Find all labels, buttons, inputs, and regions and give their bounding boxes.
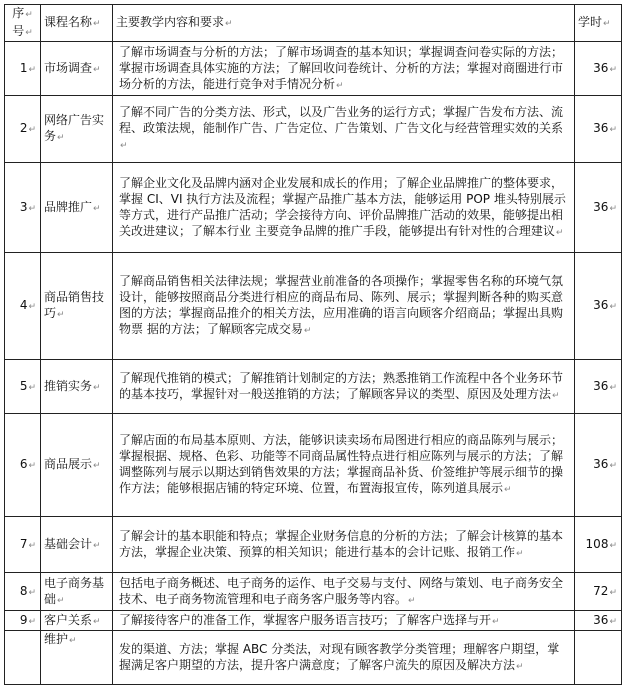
- row-course-name: [41, 360, 113, 414]
- paragraph-mark-icon: ↵: [57, 133, 65, 143]
- table-row: [5, 96, 622, 163]
- row-hours-text: 36: [593, 199, 609, 214]
- paragraph-mark-icon: ↵: [93, 203, 101, 214]
- row-content-text: 了解商品销售相关法律法规；掌握营业前准备的各项操作；掌握零售名称的环境气氛设计，能够按照商品分类进行相应的商品布局、陈列、展示；掌握判断各种的购买意图的方法；掌握商品推介的相关方法，应用准确的语言向顾客介绍商品；掌握出具购物票 据的方法；了解顾客完成交易: [119, 274, 564, 336]
- row-num-text: 9: [19, 612, 28, 627]
- header-course-name: [41, 5, 113, 42]
- paragraph-mark-icon: ↵: [555, 227, 564, 238]
- row-content-text: 了解现代推销的模式；了解推销计划制定的方法；熟悉推销工作流程中各个业务环节的基本技巧，掌握针对一般送推销的方法；了解顾客异议的类型、原因及处理方法: [119, 370, 564, 401]
- paragraph-mark-icon: ↵: [28, 302, 36, 312]
- header-hours: [575, 5, 622, 42]
- row-content: [113, 96, 575, 163]
- paragraph-mark-icon: ↵: [492, 616, 500, 627]
- paragraph-mark-icon: ↵: [603, 19, 611, 29]
- paragraph-mark-icon: ↵: [93, 64, 101, 75]
- paragraph-mark-icon: ↵: [93, 616, 101, 627]
- row-course-name-text: 商品销售技巧: [44, 290, 105, 320]
- row-hours: [575, 414, 622, 517]
- table-row: [5, 163, 622, 253]
- row-hours: [575, 96, 622, 163]
- row-num: [5, 631, 41, 685]
- paragraph-mark-icon: ↵: [609, 382, 617, 393]
- paragraph-mark-icon: ↵: [408, 595, 416, 606]
- header-course-name-label: 课程名称: [44, 15, 93, 29]
- row-hours: [575, 42, 622, 96]
- row-hours-text: 36: [593, 298, 609, 312]
- paragraph-mark-icon: ↵: [609, 587, 617, 598]
- row-course-name: [41, 517, 113, 573]
- row-content: [113, 573, 575, 611]
- row-course-name-text: 商品展示: [44, 457, 93, 471]
- row-hours: [575, 253, 622, 360]
- header-content-label: 主要教学内容和要求: [116, 15, 225, 29]
- header-num: [5, 5, 41, 42]
- header-num-line1: 序: [12, 6, 25, 20]
- row-content-text: 了解不同广告的分类方法、形式，以及广告业务的运行方式；掌握广告发布方法、流程、政策法规，能制作广告、广告定位、广告策划、广告文化与经营管理实效的关系: [119, 105, 564, 135]
- row-num: [5, 517, 41, 573]
- paragraph-mark-icon: ↵: [516, 661, 524, 672]
- paragraph-mark-icon: ↵: [28, 616, 36, 627]
- row-hours: [575, 517, 622, 573]
- row-course-name-text: 品牌推广: [44, 199, 93, 214]
- row-hours-text: 72: [593, 583, 609, 598]
- row-content: [113, 414, 575, 517]
- row-course-name: [41, 42, 113, 96]
- row-num-text: 6: [19, 457, 28, 471]
- paragraph-mark-icon: ↵: [609, 203, 617, 214]
- paragraph-mark-icon: ↵: [93, 19, 101, 29]
- paragraph-mark-icon: ↵: [25, 28, 33, 38]
- paragraph-mark-icon: ↵: [609, 64, 617, 75]
- row-content: [113, 611, 575, 631]
- paragraph-mark-icon: ↵: [609, 540, 617, 551]
- row-num: [5, 96, 41, 163]
- row-num-text: 5: [19, 378, 28, 393]
- paragraph-mark-icon: ↵: [93, 382, 101, 393]
- row-hours: [575, 611, 622, 631]
- table-row: [5, 42, 622, 96]
- row-content-text: 了解接待客户的准备工作，掌握客户服务语言技巧；了解客户选择与开: [119, 612, 492, 627]
- row-content-text: 了解企业文化及品牌内涵对企业发展和成长的作用；了解企业品牌推广的整体要求，掌握 CI、VI 执行方法及流程；掌握产品推广基本方法，能够运用 POP 堆头特别展示等方式，进行产品推广活动；学会接待方向、评价品牌推广活动的效果，能够提出相关改进建议；了解本行业 主要竞争品牌的推广手段，能够提出有针对性的合理建议: [119, 175, 566, 238]
- paragraph-mark-icon: ↵: [28, 587, 36, 598]
- paragraph-mark-icon: ↵: [609, 125, 617, 135]
- row-content-text: 包括电子商务概述、电子商务的运作、电子交易与支付、网络与策划、电子商务安全技术、电子商务物流管理和电子商务客户服务等内容。: [119, 575, 564, 606]
- row-num-text: 3: [19, 199, 28, 214]
- paragraph-mark-icon: ↵: [552, 390, 560, 401]
- row-num: [5, 163, 41, 253]
- row-course-name: [41, 631, 113, 685]
- row-course-name-text: 基础会计: [44, 536, 93, 551]
- row-content: [113, 517, 575, 573]
- row-num-text: 8: [19, 583, 28, 598]
- row-num: [5, 42, 41, 96]
- paragraph-mark-icon: ↵: [93, 540, 101, 551]
- row-hours-text: 108: [585, 536, 609, 551]
- paragraph-mark-icon: ↵: [28, 64, 36, 75]
- paragraph-mark-icon: ↵: [336, 80, 344, 91]
- row-num: [5, 573, 41, 611]
- row-content: [113, 360, 575, 414]
- paragraph-mark-icon: ↵: [25, 10, 33, 20]
- row-content-text: 发的渠道、方法；掌握 ABC 分类法，对现有顾客教学分类管理；理解客户期望，掌握满足客户期望的方法，提升客户满意度；了解客户流失的原因及解决方法: [119, 641, 560, 672]
- paragraph-mark-icon: ↵: [609, 616, 617, 627]
- paragraph-mark-icon: ↵: [69, 636, 77, 646]
- paragraph-mark-icon: ↵: [609, 302, 617, 312]
- row-content: [113, 42, 575, 96]
- row-num: [5, 414, 41, 517]
- table-row: [5, 360, 622, 414]
- row-course-name-text: 推销实务: [44, 378, 93, 393]
- row-hours: [575, 360, 622, 414]
- paragraph-mark-icon: ↵: [303, 326, 312, 336]
- row-num-text: 4: [19, 298, 28, 312]
- paragraph-mark-icon: ↵: [28, 203, 36, 214]
- row-content: [113, 163, 575, 253]
- row-num: [5, 360, 41, 414]
- row-hours-text: 36: [593, 378, 609, 393]
- paragraph-mark-icon: ↵: [120, 141, 128, 151]
- row-hours: [575, 631, 622, 685]
- header-hours-label: 学时: [578, 15, 603, 29]
- row-content-text: 了解会计的基本职能和特点；掌握企业财务信息的分析的方法；了解会计核算的基本方法，掌握企业决策、预算的相关知识；能进行基本的会计记账、报销工作: [119, 528, 564, 559]
- row-course-name: [41, 573, 113, 611]
- row-hours-text: 36: [593, 60, 609, 75]
- row-hours-text: 36: [593, 457, 609, 471]
- row-course-name: [41, 96, 113, 163]
- paragraph-mark-icon: ↵: [28, 461, 36, 471]
- table-row: [5, 517, 622, 573]
- row-content-text: 了解店面的布局基本原则、方法，能够识读卖场布局图进行相应的商品陈列与展示；掌握根据、规格、色彩、功能等不同商品属性特点进行相应陈列与展示的方法；了解调整陈列与展示以期达到销售效果的方法；掌握商品补货、价签维护等展示细节的操作方法；能够根据店铺的特定环境、位置，布置海报宣传，陈列道具展示: [119, 433, 564, 495]
- header-content: [113, 5, 575, 42]
- paragraph-mark-icon: ↵: [516, 548, 524, 559]
- paragraph-mark-icon: ↵: [57, 595, 65, 606]
- row-content: [113, 631, 575, 685]
- header-num-line2: 号: [12, 24, 25, 38]
- row-num-text: 7: [19, 536, 28, 551]
- row-num: [5, 611, 41, 631]
- row-content: [113, 253, 575, 360]
- row-course-name: [41, 253, 113, 360]
- row-course-name-text: 市场调查: [44, 60, 93, 75]
- row-course-name: [41, 611, 113, 631]
- row-hours-text: 36: [593, 612, 609, 627]
- row-course-name-text: 网络广告实务: [44, 113, 105, 143]
- row-course-name-text: 客户关系: [44, 612, 93, 627]
- row-course-name: [41, 414, 113, 517]
- row-course-name-text: 电子商务基础: [44, 575, 105, 606]
- table-header-row: [5, 5, 622, 42]
- row-hours: [575, 573, 622, 611]
- paragraph-mark-icon: ↵: [609, 461, 617, 471]
- table-row: [5, 414, 622, 517]
- paragraph-mark-icon: ↵: [93, 461, 101, 471]
- row-course-name-text: 维护: [44, 632, 69, 646]
- table-row: [5, 611, 622, 631]
- row-hours: [575, 163, 622, 253]
- table-row: [5, 253, 622, 360]
- row-course-name: [41, 163, 113, 253]
- paragraph-mark-icon: ↵: [225, 19, 233, 29]
- paragraph-mark-icon: ↵: [57, 310, 65, 320]
- paragraph-mark-icon: ↵: [28, 382, 36, 393]
- row-num: [5, 253, 41, 360]
- table-row-continued: [5, 631, 622, 685]
- paragraph-mark-icon: ↵: [504, 485, 512, 495]
- table-row: [5, 573, 622, 611]
- paragraph-mark-icon: ↵: [28, 125, 36, 135]
- paragraph-mark-icon: ↵: [28, 540, 36, 551]
- row-num-text: 1: [19, 60, 28, 75]
- row-hours-text: 36: [593, 121, 609, 135]
- curriculum-table: [4, 4, 622, 685]
- row-num-text: 2: [19, 121, 28, 135]
- row-content-text: 了解市场调查与分析的方法；了解市场调查的基本知识；掌握调查问卷实际的方法；掌握市场调查具体实施的方法；了解回收问卷统计、分析的方法；掌握对商圈进行市场分析的方法，能进行竞争对手情况分析: [119, 44, 564, 91]
